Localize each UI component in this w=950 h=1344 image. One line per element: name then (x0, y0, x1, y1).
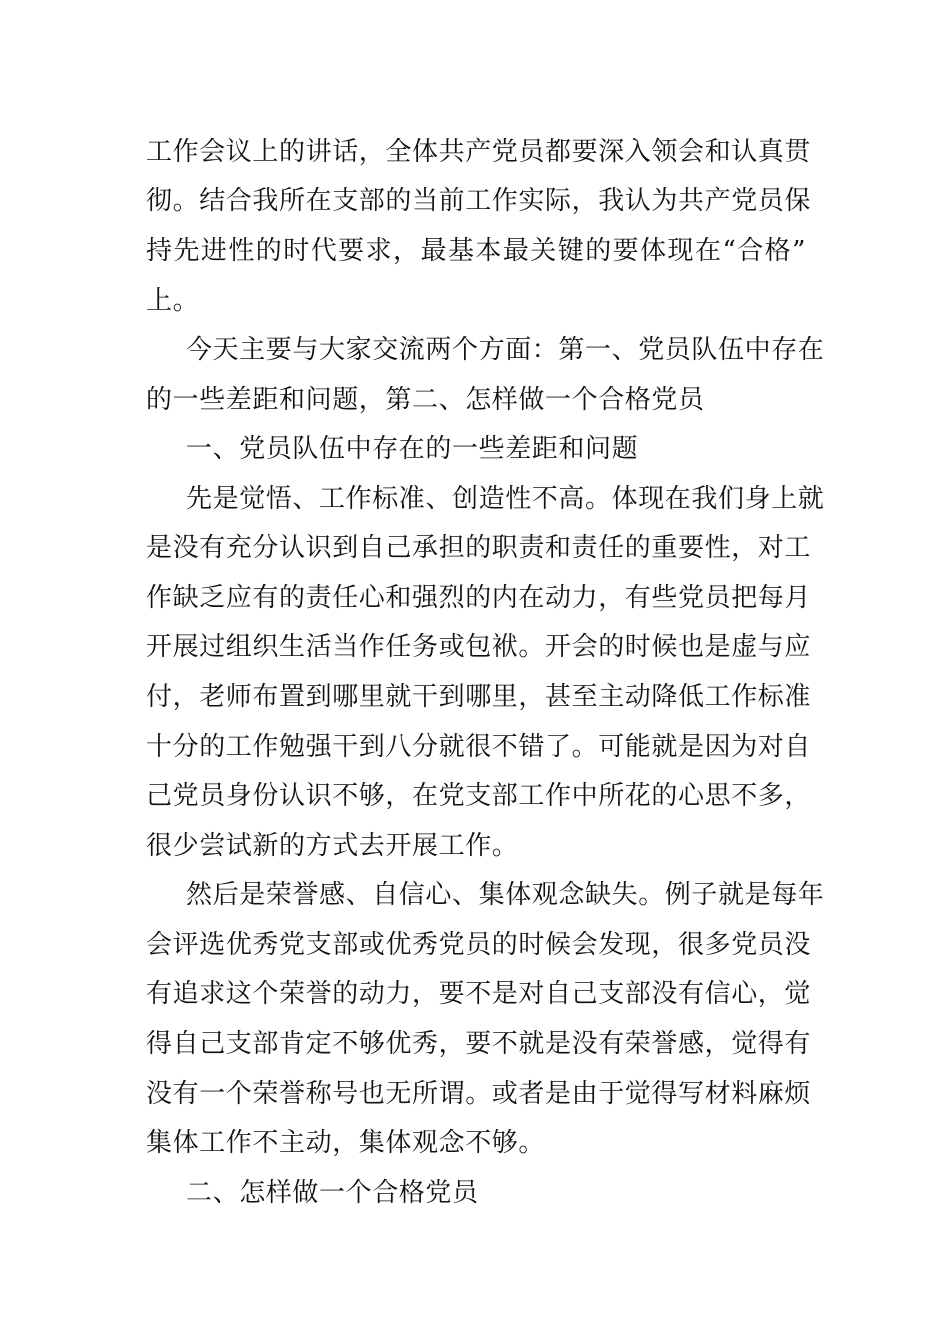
text-line: 付，老师布置到哪里就干到哪里，甚至主动降低工作标准 (146, 682, 812, 712)
text-line: 开展过组织生活当作任务或包袱。开会的时候也是虚与应 (146, 632, 812, 662)
text-line: 的一些差距和问题，第二、怎样做一个合格党员 (146, 385, 705, 415)
section-heading: 一、党员队伍中存在的一些差距和问题 (186, 434, 639, 464)
text-line: 有追求这个荣誉的动力，要不是对自己支部没有信心，觉 (146, 979, 812, 1009)
text-line: 今天主要与大家交流两个方面：第一、党员队伍中存在 (186, 335, 825, 365)
text-line: 很少尝试新的方式去开展工作。 (146, 831, 519, 861)
text-line: 上。 (146, 286, 200, 316)
text-line: 己党员身份认识不够，在党支部工作中所花的心思不多， (146, 781, 812, 811)
text-line: 十分的工作勉强干到八分就很不错了。可能就是因为对自 (146, 732, 812, 762)
text-line: 持先进性的时代要求，最基本最关键的要体现在“合格” (146, 236, 806, 266)
text-line: 彻。结合我所在支部的当前工作实际，我认为共产党员保 (146, 186, 812, 216)
text-line: 没有一个荣誉称号也无所谓。或者是由于觉得写材料麻烦 (146, 1079, 812, 1109)
text-line: 会评选优秀党支部或优秀党员的时候会发现，很多党员没 (146, 930, 812, 960)
text-line: 作缺乏应有的责任心和强烈的内在动力，有些党员把每月 (146, 583, 812, 613)
text-line: 工作会议上的讲话，全体共产党员都要深入领会和认真贯 (146, 137, 812, 167)
text-line: 是没有充分认识到自己承担的职责和责任的重要性，对工 (146, 533, 812, 563)
section-heading: 二、怎样做一个合格党员 (186, 1178, 479, 1208)
text-line: 集体工作不主动，集体观念不够。 (146, 1128, 546, 1158)
text-line: 先是觉悟、工作标准、创造性不高。体现在我们身上就 (186, 484, 825, 514)
text-line: 得自己支部肯定不够优秀，要不就是没有荣誉感，觉得有 (146, 1029, 812, 1059)
text-line: 然后是荣誉感、自信心、集体观念缺失。例子就是每年 (186, 880, 825, 910)
